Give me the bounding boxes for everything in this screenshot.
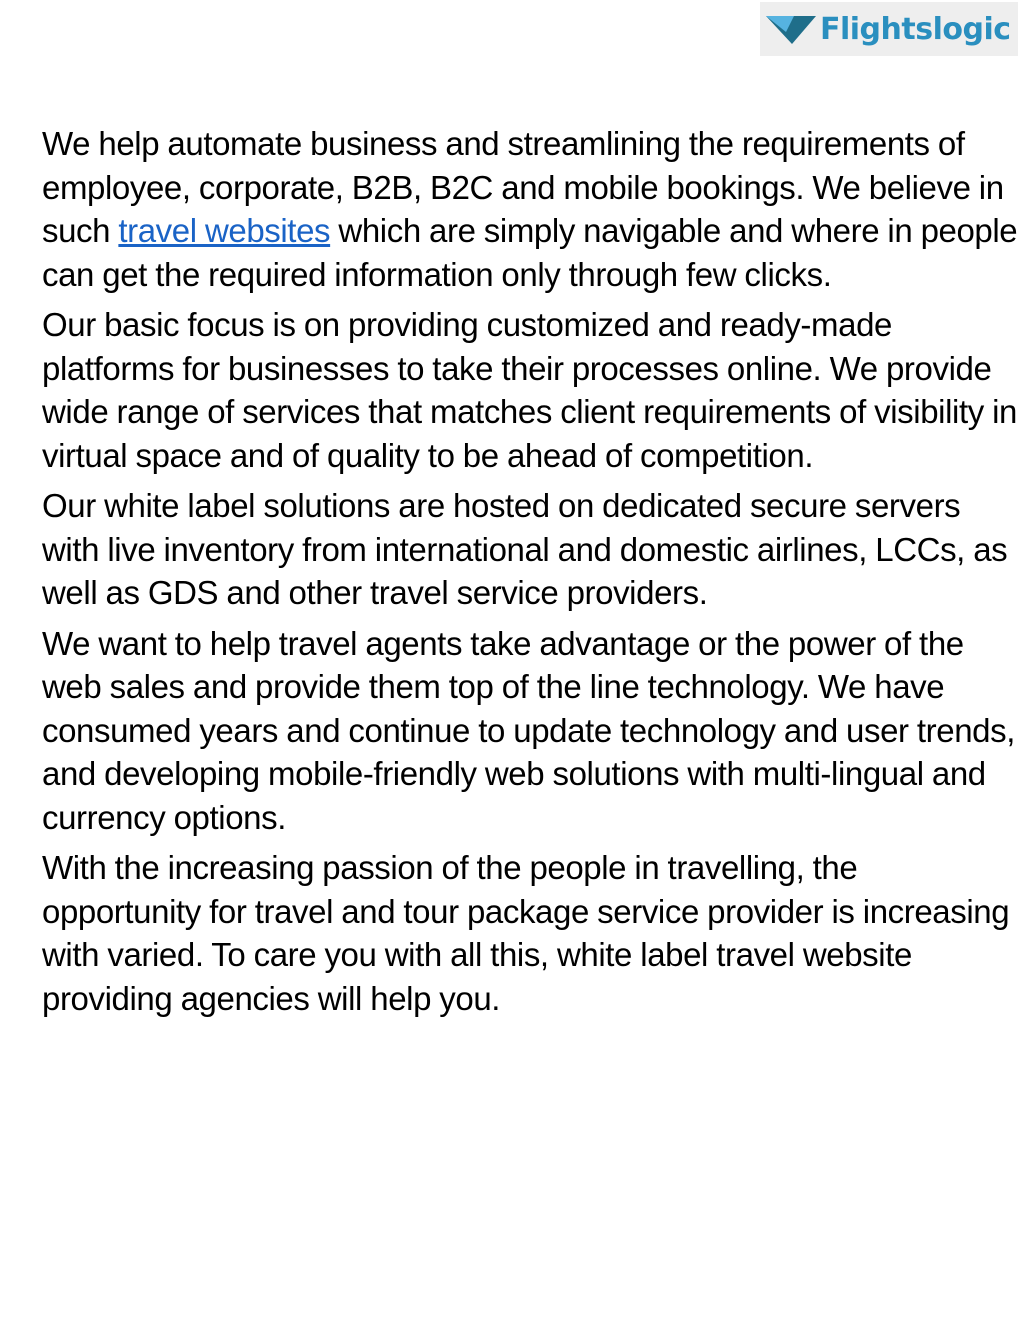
logo-wordmark: Flightslogic <box>820 11 1011 47</box>
paragraph-intro-before: We help automate business and streamlining the requirements of employee, corporate, B2B, B2C and mobile bookings. We believe in such <box>42 125 1004 249</box>
paragraph-white-label: Our white label solutions are hosted on dedicated secure servers with live inventory from international and domestic airlines, LCCs, as well as GDS and other travel service providers. <box>42 487 1008 611</box>
checkmark-arrow-logo-icon <box>764 12 818 46</box>
paragraph-travel-agents: We want to help travel agents take advantage or the power of the web sales and provide them top of the line technology. We have consumed years and continue to update technology and user trends, and developing mobile-friendly web solutions with multi-lingual and currency options. <box>42 624 1016 836</box>
paragraph-intro <box>42 122 1018 296</box>
paragraph-conclusion: With the increasing passion of the people in travelling, the opportunity for travel and tour package service provider is increasing with varied. To care you with all this, white label travel website providing agencies will help you. <box>42 849 1010 1017</box>
travel-websites-link[interactable]: travel websites <box>118 212 331 249</box>
paragraph-focus: Our basic focus is on providing customized and ready-made platforms for businesses to take their processes online. We provide wide range of services that matches client requirements of visibility in virtual space and of quality to be ahead of competition. <box>42 306 1017 474</box>
document-body <box>42 122 1018 1027</box>
flightslogic-logo <box>760 2 1018 56</box>
paragraph-intro-after: which are simply navigable and where in people can get the required information only through few clicks. <box>42 212 1018 293</box>
